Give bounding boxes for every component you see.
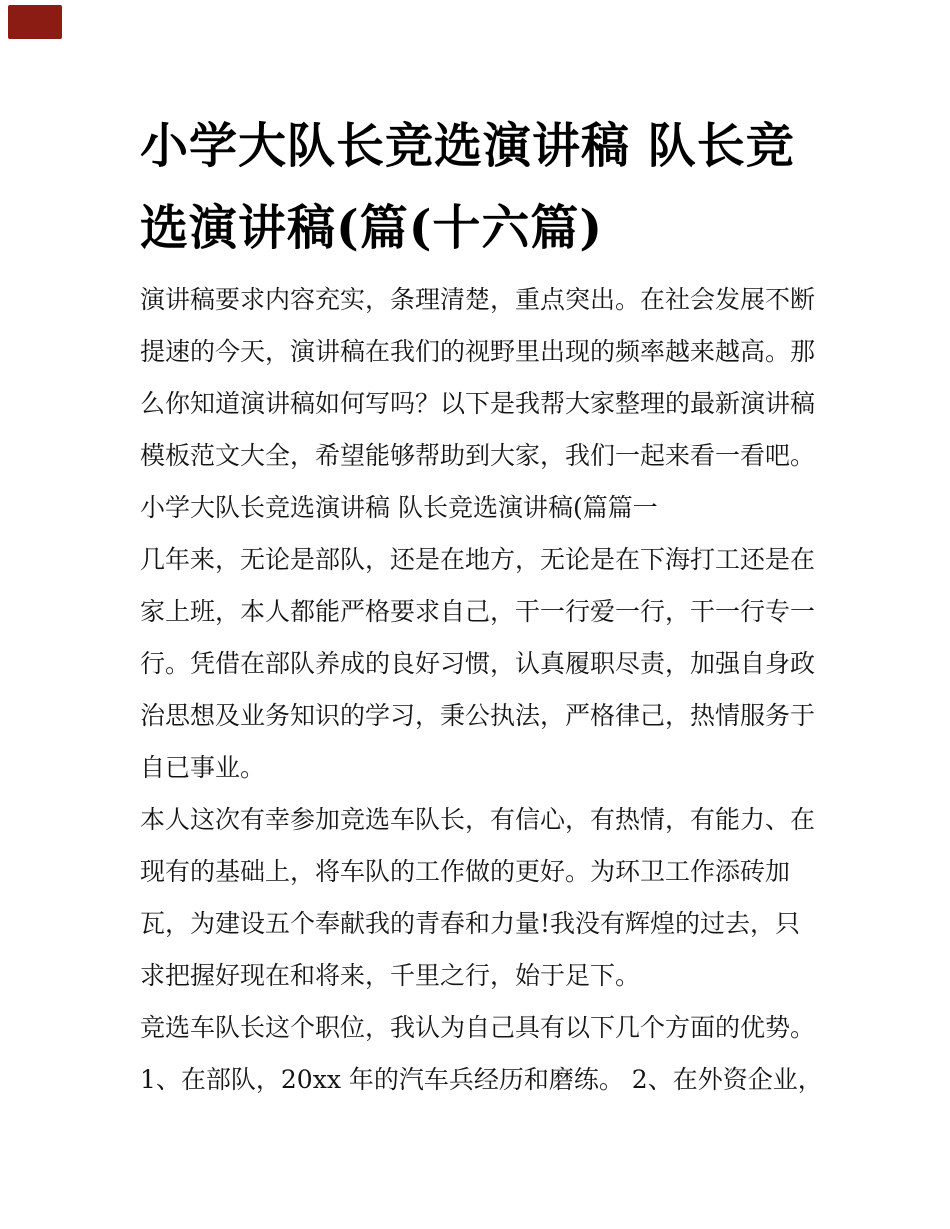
body-text-line: 现有的基础上，将车队的工作做的更好。为环卫工作添砖加 (140, 857, 791, 886)
body-text-line: 自已事业。 (140, 753, 266, 782)
body-text-line: 1、在部队，20xx 年的汽车兵经历和磨练。 2、在外资企业， (140, 1065, 823, 1094)
body-text-line: 提速的今天，演讲稿在我们的视野里出现的频率越来越高。那 (140, 337, 816, 366)
body-text-line: 行。凭借在部队养成的良好习惯，认真履职尽责，加强自身政 (140, 649, 816, 678)
corner-red-badge (8, 5, 62, 39)
body-text-line: 几年来，无论是部队，还是在地方，无论是在下海打工还是在 (140, 545, 816, 574)
document-title (140, 105, 815, 269)
body-text-line: 么你知道演讲稿如何写吗？以下是我帮大家整理的最新演讲稿 (140, 389, 816, 418)
document-body (140, 274, 823, 1106)
body-text-line: 家上班，本人都能严格要求自己，干一行爱一行，干一行专一 (140, 597, 816, 626)
body-text-line: 小学大队长竞选演讲稿 队长竞选演讲稿(篇篇一 (140, 493, 658, 522)
body-text-line: 竞选车队长这个职位，我认为自己具有以下几个方面的优势。 (140, 1013, 816, 1042)
body-text-line: 瓦，为建设五个奉献我的青春和力量!我没有辉煌的过去，只 (140, 909, 801, 938)
title-line: 选演讲稿(篇(十六篇) (140, 200, 604, 256)
body-text-line: 本人这次有幸参加竞选车队长，有信心，有热情，有能力、在 (140, 805, 816, 834)
title-line: 小学大队长竞选演讲稿 队长竞 (140, 118, 795, 174)
body-text-line: 演讲稿要求内容充实，条理清楚，重点突出。在社会发展不断 (140, 285, 816, 314)
body-text-line: 模板范文大全，希望能够帮助到大家，我们一起来看一看吧。 (140, 441, 816, 470)
body-text-line: 治思想及业务知识的学习，秉公执法，严格律己，热情服务于 (140, 701, 816, 730)
document-content (140, 105, 823, 1106)
body-text-line: 求把握好现在和将来，千里之行，始于足下。 (140, 961, 641, 990)
